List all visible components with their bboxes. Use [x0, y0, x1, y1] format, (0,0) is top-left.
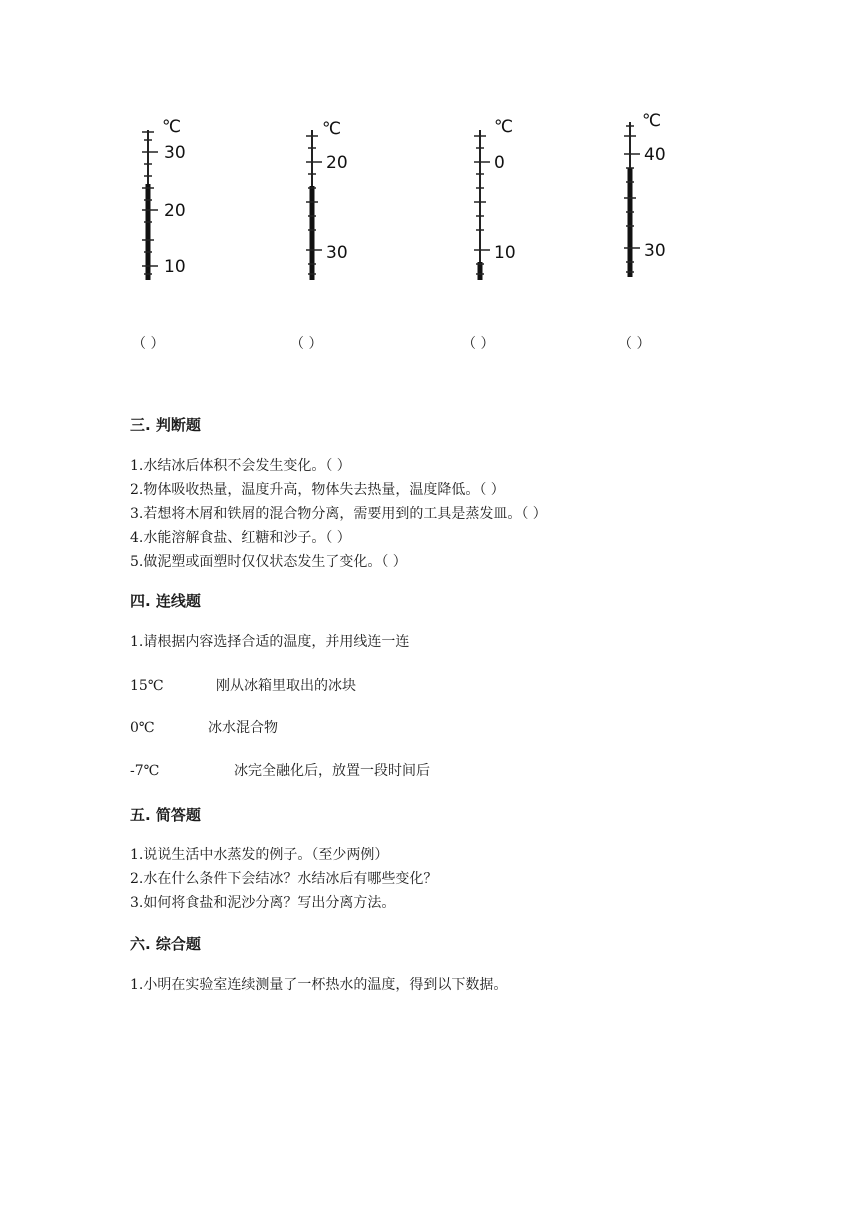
matching-right-item: 冰完全融化后，放置一段时间后: [234, 763, 430, 779]
section-3-items: [130, 454, 547, 574]
thermometer-unit: ℃: [322, 119, 342, 139]
thermometer-1: [128, 112, 208, 287]
question-item: 3.若想将木屑和铁屑的混合物分离，需要用到的工具是蒸发皿。（ ）: [130, 506, 547, 522]
tick-label: 30: [326, 243, 348, 263]
tick-label: 0: [494, 153, 505, 173]
tick-label: 10: [494, 243, 516, 263]
answer-blank-3[interactable]: （ ）: [462, 336, 495, 352]
question-item: 2.物体吸收热量，温度升高，物体失去热量，温度降低。（ ）: [130, 482, 505, 498]
question-item: 5.做泥塑或面塑时仅仅状态发生了变化。（ ）: [130, 554, 407, 570]
matching-left-item: -7℃: [130, 763, 160, 779]
thermometer-4-graphic: [610, 112, 690, 287]
tick-label: 30: [644, 241, 666, 261]
section-5-title: 五. 简答题: [130, 806, 201, 824]
matching-right-item: 冰水混合物: [208, 720, 278, 736]
question-item: 4.水能溶解食盐、红糖和沙子。（ ）: [130, 530, 351, 546]
thermometer-unit: ℃: [162, 117, 182, 137]
thermometer-4: [610, 112, 690, 287]
thermometer-2: [292, 112, 372, 287]
thermometer-unit: ℃: [494, 117, 514, 137]
thermometer-3-graphic: [460, 112, 540, 287]
matching-left-item: 15℃: [130, 678, 164, 694]
question-item: 3.如何将食盐和泥沙分离？写出分离方法。: [130, 895, 396, 911]
answer-blank-1[interactable]: （ ）: [132, 336, 165, 352]
question-item: 1.说说生活中水蒸发的例子。（至少两例）: [130, 847, 389, 863]
thermometer-unit: ℃: [642, 111, 662, 131]
question-item: 1.小明在实验室连续测量了一杯热水的温度，得到以下数据。: [130, 977, 508, 993]
tick-label: 20: [164, 201, 186, 221]
answer-blank-2[interactable]: （ ）: [290, 336, 323, 352]
tick-label: 30: [164, 143, 186, 163]
section-3-title: 三. 判断题: [130, 416, 201, 434]
question-item: 2.水在什么条件下会结冰？水结冰后有哪些变化？: [130, 871, 438, 887]
thermometer-2-graphic: [292, 112, 372, 287]
thermometer-1-graphic: [128, 112, 208, 287]
section-5-items: [130, 843, 437, 915]
section-4-title: 四. 连线题: [130, 592, 201, 610]
tick-label: 20: [326, 153, 348, 173]
section-6-title: 六. 综合题: [130, 935, 201, 953]
matching-right-item: 刚从冰箱里取出的冰块: [216, 678, 356, 694]
matching-question: 1.请根据内容选择合适的温度，并用线连一连: [130, 634, 410, 650]
answer-blank-4[interactable]: （ ）: [618, 336, 651, 352]
question-item: 1.水结冰后体积不会发生变化。（ ）: [130, 458, 351, 474]
matching-left-item: 0℃: [130, 720, 155, 736]
tick-label: 40: [644, 145, 666, 165]
tick-label: 10: [164, 257, 186, 277]
thermometer-3: [460, 112, 540, 287]
